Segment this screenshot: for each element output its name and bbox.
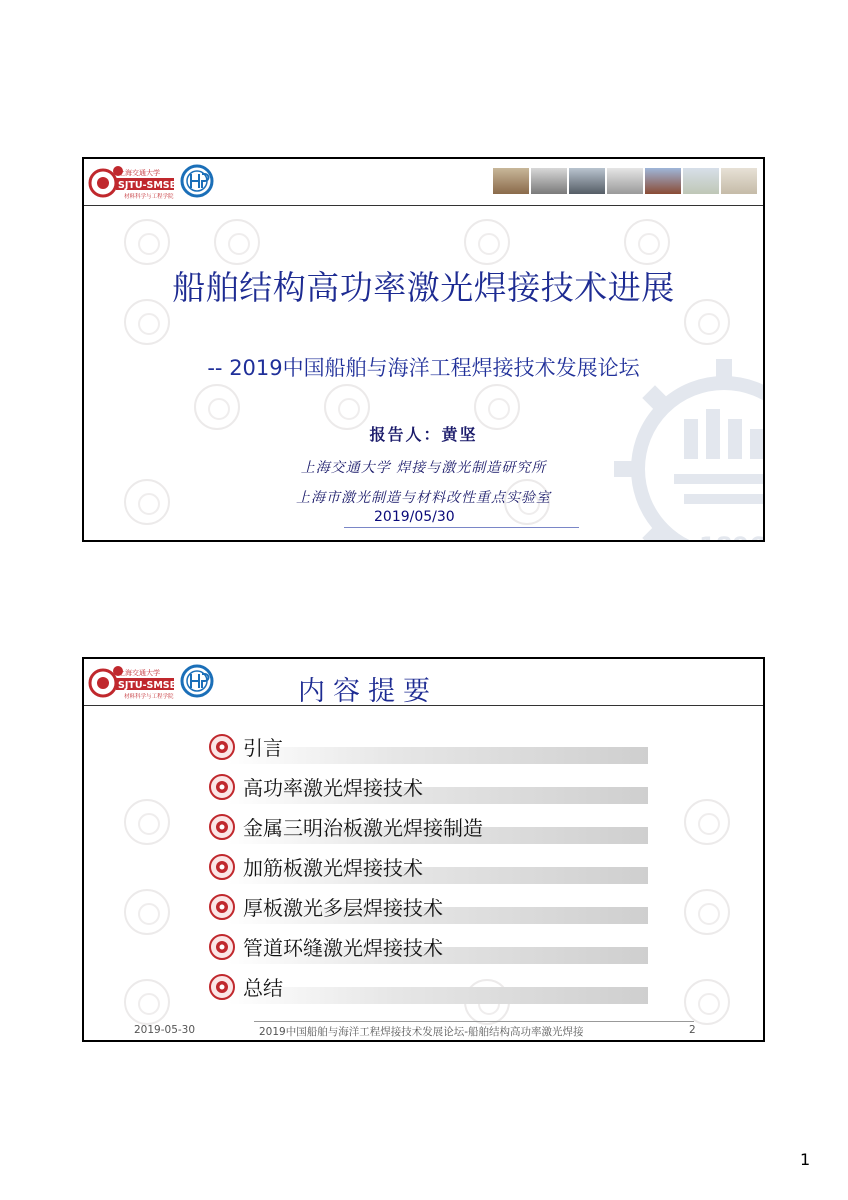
list-item-label: 管道环缝激光焊接技术 xyxy=(243,936,443,960)
list-item xyxy=(208,769,658,809)
footer-slide-number: 2 xyxy=(689,1024,696,1036)
slide-title: 船舶结构高功率激光焊接技术进展 xyxy=(172,268,675,307)
list-item xyxy=(208,809,658,849)
bullet-icon xyxy=(208,813,236,841)
toc-list xyxy=(208,729,658,1009)
bullet-icon xyxy=(208,853,236,881)
campus-photo xyxy=(683,168,719,194)
watermark-icon xyxy=(684,979,730,1025)
list-item-label: 高功率激光焊接技术 xyxy=(243,776,423,800)
list-item-label: 厚板激光多层焊接技术 xyxy=(243,896,443,920)
list-item xyxy=(208,729,658,769)
list-item-label: 总结 xyxy=(243,976,283,1000)
logo-text-main: SJTU-SMSE xyxy=(118,680,176,691)
footer-text: 2019中国船舶与海洋工程焊接技术发展论坛-船舶结构高功率激光焊接 xyxy=(259,1026,584,1038)
campus-photo xyxy=(721,168,757,194)
slide-subtitle: -- 2019中国船舶与海洋工程焊接技术发展论坛 xyxy=(207,356,640,380)
slide-header xyxy=(84,659,763,706)
emblem-year: 1896 xyxy=(699,532,766,560)
bullet-icon xyxy=(208,973,236,1001)
logo-text-main: SJTU-SMSE xyxy=(118,180,176,191)
slide-2 xyxy=(82,657,765,1042)
bullet-icon xyxy=(208,893,236,921)
toc-title: 内容提要 xyxy=(298,676,438,707)
item-highlight-bar xyxy=(228,747,648,764)
list-item xyxy=(208,969,658,1009)
list-item xyxy=(208,929,658,969)
bullet-icon xyxy=(208,773,236,801)
bullet-icon xyxy=(208,733,236,761)
watermark-icon xyxy=(684,799,730,845)
institute-logo-icon xyxy=(180,164,214,198)
reporter-name: 报告人：黄坚 xyxy=(369,425,478,444)
presentation-date: 2019/05/30 xyxy=(374,509,455,525)
logo-text-sub: 材料科学与工程学院 xyxy=(124,194,174,200)
footer-divider xyxy=(254,1021,694,1022)
watermark-icon xyxy=(124,979,170,1025)
footer-date: 2019-05-30 xyxy=(134,1024,196,1036)
list-item-label: 加筋板激光焊接技术 xyxy=(243,856,423,880)
list-item xyxy=(208,889,658,929)
campus-photo xyxy=(493,168,529,194)
bullet-icon xyxy=(208,933,236,961)
watermark-icon xyxy=(464,219,510,265)
item-highlight-bar xyxy=(228,987,648,1004)
watermark-icon xyxy=(624,219,670,265)
divider xyxy=(344,527,579,528)
campus-photo-strip xyxy=(491,168,757,194)
logo-text-top: 上海交通大学 xyxy=(118,669,160,677)
logo-text-top: 上海交通大学 xyxy=(118,169,160,177)
campus-photo xyxy=(607,168,643,194)
list-item-label: 引言 xyxy=(243,736,283,760)
campus-photo xyxy=(645,168,681,194)
affiliation-institute: 上海交通大学 焊接与激光制造研究所 xyxy=(300,460,547,476)
watermark-icon xyxy=(124,219,170,265)
sjtu-logo-icon xyxy=(88,663,176,701)
page-number: 1 xyxy=(800,1150,811,1169)
slide-1 xyxy=(82,157,766,560)
logo-text-sub: 材料科学与工程学院 xyxy=(124,694,174,700)
affiliation-lab: 上海市激光制造与材料改性重点实验室 xyxy=(296,490,551,506)
institute-logo-icon xyxy=(180,664,214,698)
slide-header xyxy=(84,159,763,206)
list-item-label: 金属三明治板激光焊接制造 xyxy=(243,816,483,840)
list-item xyxy=(208,849,658,889)
campus-photo xyxy=(531,168,567,194)
watermark-icon xyxy=(124,889,170,935)
slide-footer xyxy=(84,1024,763,1038)
campus-photo xyxy=(569,168,605,194)
watermark-icon xyxy=(214,219,260,265)
watermark-icon xyxy=(124,799,170,845)
sjtu-logo-icon xyxy=(88,163,176,201)
watermark-icon xyxy=(684,889,730,935)
